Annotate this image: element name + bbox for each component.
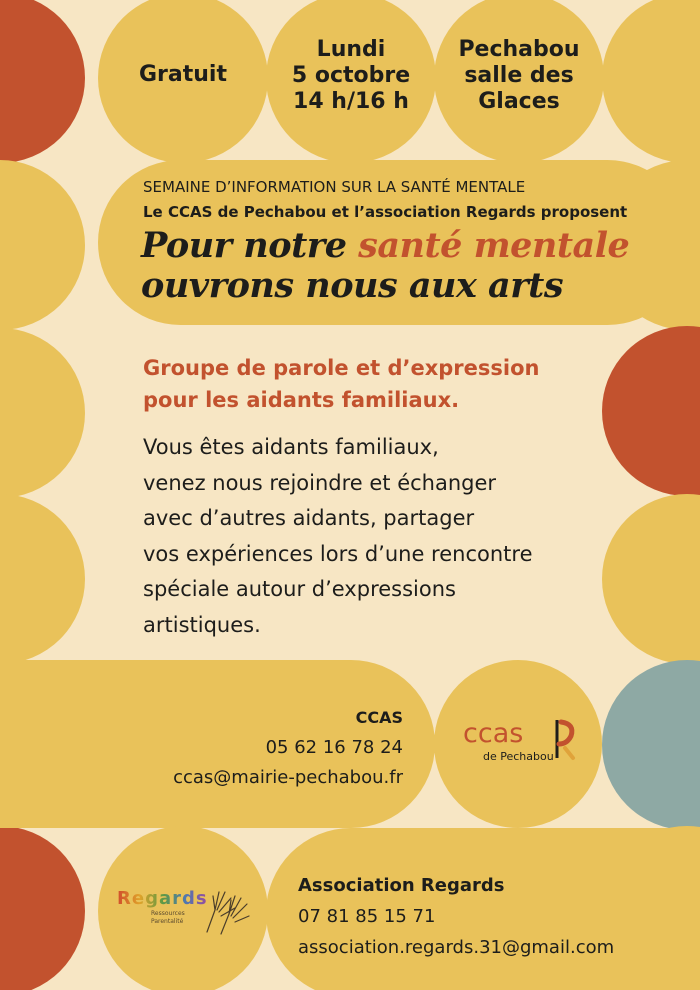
circle-left-2	[0, 160, 85, 330]
regards-logo-text	[117, 888, 208, 909]
regards-name: Association Regards	[298, 875, 505, 896]
title-line-2: ouvrons nous aux arts	[141, 265, 564, 306]
regards-contact	[298, 870, 614, 963]
circle-right-4	[602, 494, 700, 664]
date-day: Lundi	[316, 37, 386, 62]
regards-logo	[115, 884, 255, 944]
circle-rust-right	[602, 326, 700, 496]
header-kicker: SEMAINE D’INFORMATION SUR LA SANTÉ MENTALE	[143, 178, 526, 196]
body-line: venez nous rejoindre et échanger	[143, 470, 497, 495]
date-text: 5 octobre	[291, 63, 411, 88]
body-line: Vous êtes aidants familiaux,	[143, 435, 439, 459]
header-presenters: Le CCAS de Pechabou et l’association Regards proposent	[143, 203, 628, 221]
time-text: 14 h/16 h	[293, 89, 409, 114]
ccas-mark-icon	[551, 714, 581, 762]
place-line-2: salle des	[464, 63, 574, 88]
regards-email[interactable]: association.regards.31@gmail.com	[298, 937, 615, 958]
regards-logo-sub-1: Ressources	[151, 910, 185, 917]
ccas-email[interactable]: ccas@mairie-pechabou.fr	[173, 767, 403, 788]
regards-logo-word: Regards	[117, 888, 208, 909]
ccas-logo-sub: de Pechabou	[483, 750, 554, 763]
subtitle-line-2: pour les aidants familiaux.	[143, 388, 460, 412]
title-line-1	[141, 226, 629, 266]
event-date	[266, 37, 436, 115]
title-part1: Pour notre	[141, 225, 359, 266]
title-highlight: santé mentale	[358, 225, 630, 266]
main-title	[141, 226, 629, 306]
ccas-logo-text: ccas	[463, 718, 524, 749]
ccas-contact	[100, 703, 403, 793]
body-line: avec d’autres aidants, partager	[143, 506, 475, 530]
regards-phone[interactable]: 07 81 85 15 71	[298, 906, 436, 927]
event-place	[434, 37, 604, 115]
ccas-phone[interactable]: 05 62 16 78 24	[265, 737, 403, 758]
circle-left-4	[0, 494, 85, 664]
place-line-3: Glaces	[478, 89, 560, 114]
place-line-1: Pechabou	[458, 37, 580, 62]
subtitle-line-1: Groupe de parole et d’expression	[143, 356, 540, 380]
ccas-logo	[463, 718, 583, 768]
circle-teal-right	[602, 660, 700, 830]
circle-left-3	[0, 328, 85, 498]
body-text	[143, 430, 532, 643]
body-line: spéciale autour d’expressions	[143, 577, 456, 601]
price-label: Gratuit	[139, 62, 227, 87]
body-line: vos expériences lors d’une rencontre	[143, 541, 533, 566]
ccas-name: CCAS	[355, 708, 403, 727]
circle-yellow-top-right	[602, 0, 700, 163]
subtitle	[143, 352, 539, 416]
regards-logo-sub-2: Parentalité	[151, 918, 184, 925]
circle-rust-bottom-left	[0, 826, 85, 990]
body-line: artistiques.	[143, 612, 261, 637]
circle-rust-top-left	[0, 0, 85, 163]
hands-icon	[201, 884, 253, 936]
